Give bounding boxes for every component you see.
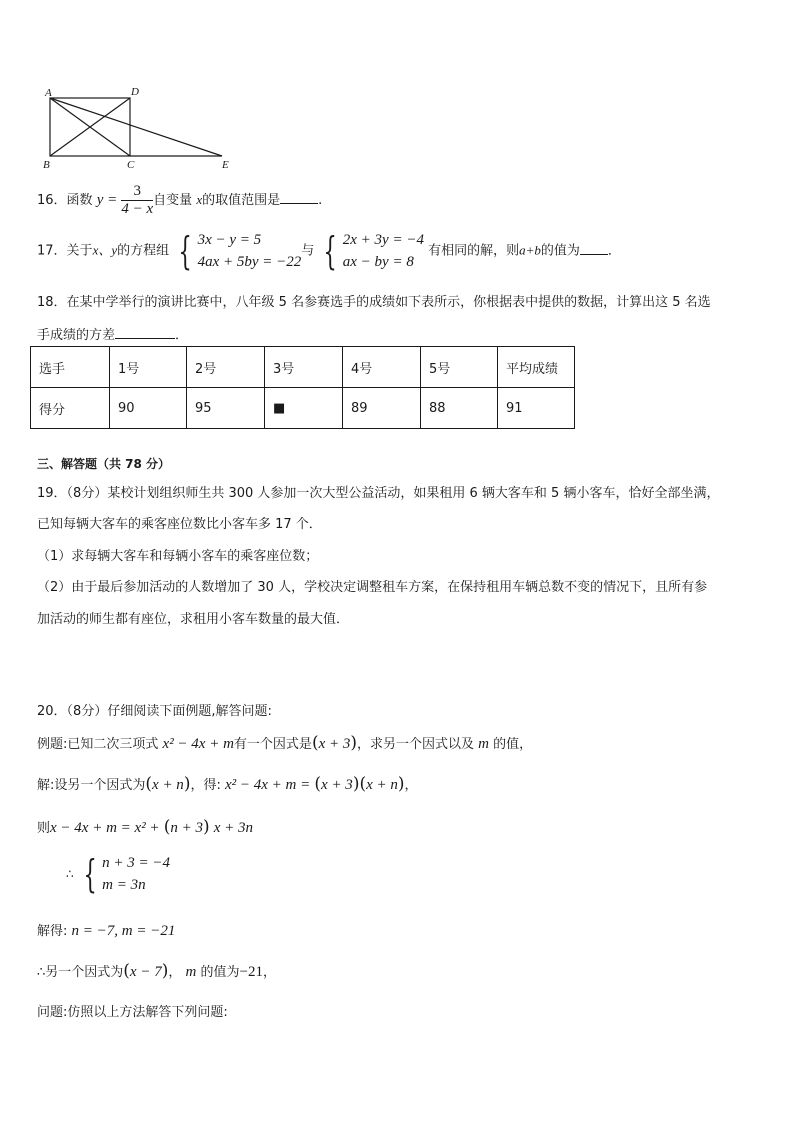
q20-solution: 解:设另一个因式为(x + n)，得: x² − 4x + m = (x + 3)(x + n)，: [37, 774, 418, 794]
q16-fraction: [121, 183, 153, 218]
q20-conclusion-end: ，: [262, 965, 276, 980]
q20-example-text-1: 例题:已知二次三项式: [37, 737, 159, 752]
q16-fraction-numerator: 3: [121, 183, 153, 201]
q20-solution-eq-lhs: x² − 4x + m =: [224, 777, 311, 793]
q17-text-mid2: 有相同的解，则: [428, 243, 520, 259]
q16-text-before: 函数: [66, 193, 93, 208]
q19-part-2-line-1: （2）由于最后参加活动的人数增加了 30 人，学校决定调整租车方案，在保持租用车辆总数不变的情况下，且所有参: [37, 580, 708, 595]
point-label-d: D: [131, 86, 139, 98]
q17-system-2-line-2: ax − by = 8: [342, 254, 414, 270]
q17-system-1-line-1: 3x − y = 5: [197, 232, 262, 248]
q20-conclusion-var: m: [185, 964, 197, 980]
q16-function-lhs: y =: [96, 192, 118, 208]
q19-line-2: 已知每辆大客车的乘客座位数比小客车多 17 个．: [37, 517, 322, 532]
q18-answer-blank: [115, 326, 175, 339]
q17-system-1-line-2: 4ax + 5by = −22: [197, 254, 302, 270]
q17-system-1: [198, 229, 302, 273]
q17-vars: x、y: [92, 242, 118, 258]
q16-fraction-denominator: 4 − x: [121, 201, 154, 217]
section-title: 三、解答题（共 78 分）: [37, 457, 171, 471]
q17-end: ．: [607, 243, 621, 259]
q20-conclusion-text-2: ，: [168, 965, 182, 980]
q17-expression: a+b: [519, 242, 541, 258]
q16-text-after: 的取值范围是: [202, 193, 281, 208]
q20-system-brace: {: [83, 852, 97, 896]
table-header-cell: 4号: [343, 347, 421, 388]
score-table: [30, 346, 575, 429]
q16-variable: x: [196, 192, 203, 207]
table-header-cell: 2号: [187, 347, 265, 388]
table-cell: 90: [110, 388, 187, 429]
q17-brace-1: {: [178, 229, 193, 273]
q20-example: 例题:已知二次三项式 x² − 4x + m有一个因式是(x + 3)，求另一个因式以及 m 的值，: [37, 733, 533, 753]
q18-end: ．: [175, 328, 189, 343]
q16-answer-blank: [280, 191, 318, 204]
table-cell: 得分: [31, 388, 110, 429]
q20-solution-text-1: 解:设另一个因式为: [37, 778, 146, 793]
q20-example-poly: x² − 4x + m: [162, 736, 234, 752]
q17-brace-2: {: [323, 229, 338, 273]
q20-example-text-3: ，求另一个因式以及: [357, 737, 475, 752]
q17-system-2: [343, 229, 424, 273]
q20-solution-eq-factor-2: x + n: [366, 777, 398, 793]
point-label-c: C: [127, 159, 135, 171]
q17-text-mid1: 的方程组: [117, 243, 170, 259]
q16-end: .: [318, 193, 323, 208]
q18-line-2: [37, 324, 188, 343]
table-row: [31, 347, 575, 388]
table-header-cell: 平均成绩: [498, 347, 575, 388]
question-16: [37, 183, 322, 218]
table-cell: ■: [265, 388, 343, 429]
q17-answer-blank: [580, 242, 608, 255]
question-17: [37, 229, 621, 273]
q20-solve-equation: n = −7, m = −21: [71, 923, 176, 939]
q20-conclusion-text-1: ∴另一个因式为: [37, 965, 124, 980]
q20-header: 20．（8分）仔细阅读下面例题,解答问题:: [37, 704, 272, 719]
table-row: [31, 388, 575, 429]
q16-number: 16．: [37, 193, 67, 208]
point-label-a: A: [45, 87, 52, 99]
q17-text-after: 的值为: [540, 243, 580, 259]
q20-example-var: m: [478, 736, 489, 752]
table-header-cell: 5号: [421, 347, 498, 388]
q20-solution-factor: x + n: [152, 777, 184, 793]
therefore-symbol: ∴: [66, 867, 74, 881]
q19-line-1: 19．（8分）某校计划组织师生共 300 人参加一次大型公益活动，如果租用 6 辆大客车和 5 辆小客车，恰好全部坐满，: [37, 486, 720, 501]
q20-then-equation: x − 4x + m = x² +: [50, 820, 160, 836]
table-header-cell: 1号: [110, 347, 187, 388]
q20-system: [66, 852, 170, 896]
q20-solve: [37, 920, 175, 940]
q17-system-2-line-1: 2x + 3y = −4: [342, 232, 424, 248]
q20-conclusion: ∴另一个因式为(x − 7)， m 的值为−21，: [37, 961, 276, 981]
point-label-e: E: [222, 159, 229, 171]
q20-solution-text-2: ，得:: [190, 778, 221, 793]
table-cell: 95: [187, 388, 265, 429]
q17-connector: 与: [301, 243, 315, 259]
q20-question: 问题:仿照以上方法解答下列问题:: [37, 1005, 228, 1020]
q20-conclusion-value: −21: [239, 964, 263, 980]
q20-then-text: 则: [37, 821, 51, 836]
q20-system-lines: [102, 852, 170, 896]
q18-line-1: 18．在某中学举行的演讲比赛中，八年级 5 名参赛选手的成绩如下表所示，你根据表中提供的数据，计算出这 5 名选: [37, 295, 711, 310]
geometry-figure: [40, 84, 240, 174]
q20-example-text-4: 的值，: [493, 737, 533, 752]
q17-number: 17．: [37, 243, 67, 259]
q18-line-2-text: 手成绩的方差: [37, 328, 116, 343]
q20-solve-text: 解得:: [37, 924, 68, 939]
table-cell: 91: [498, 388, 575, 429]
q16-text-mid: 自变量: [153, 193, 193, 208]
point-label-b: B: [43, 159, 50, 171]
table-cell: 89: [343, 388, 421, 429]
q20-example-factor: x + 3: [318, 736, 351, 752]
q20-then-tail: x + 3n: [213, 820, 254, 836]
q20-system-line-2: m = 3n: [102, 877, 146, 893]
q20-example-text-2: 有一个因式是: [233, 737, 312, 752]
q19-part-2-line-2: 加活动的师生都有座位，求租用小客车数量的最大值．: [37, 612, 350, 627]
table-cell: 88: [421, 388, 498, 429]
q20-then: 则x − 4x + m = x² + (n + 3) x + 3n: [37, 817, 254, 837]
q20-solution-end: ，: [404, 778, 418, 793]
q17-text-before: 关于: [66, 243, 93, 259]
q20-system-line-1: n + 3 = −4: [102, 855, 170, 871]
q19-part-1: （1）求每辆大客车和每辆小客车的乘客座位数；: [37, 549, 319, 564]
q20-solution-eq-factor-1: x + 3: [321, 777, 353, 793]
table-header-cell: 3号: [265, 347, 343, 388]
q20-conclusion-factor: x − 7: [129, 964, 162, 980]
q20-conclusion-text-3: 的值为: [200, 965, 240, 980]
q20-then-paren: n + 3: [170, 820, 203, 836]
table-header-cell: 选手: [31, 347, 110, 388]
